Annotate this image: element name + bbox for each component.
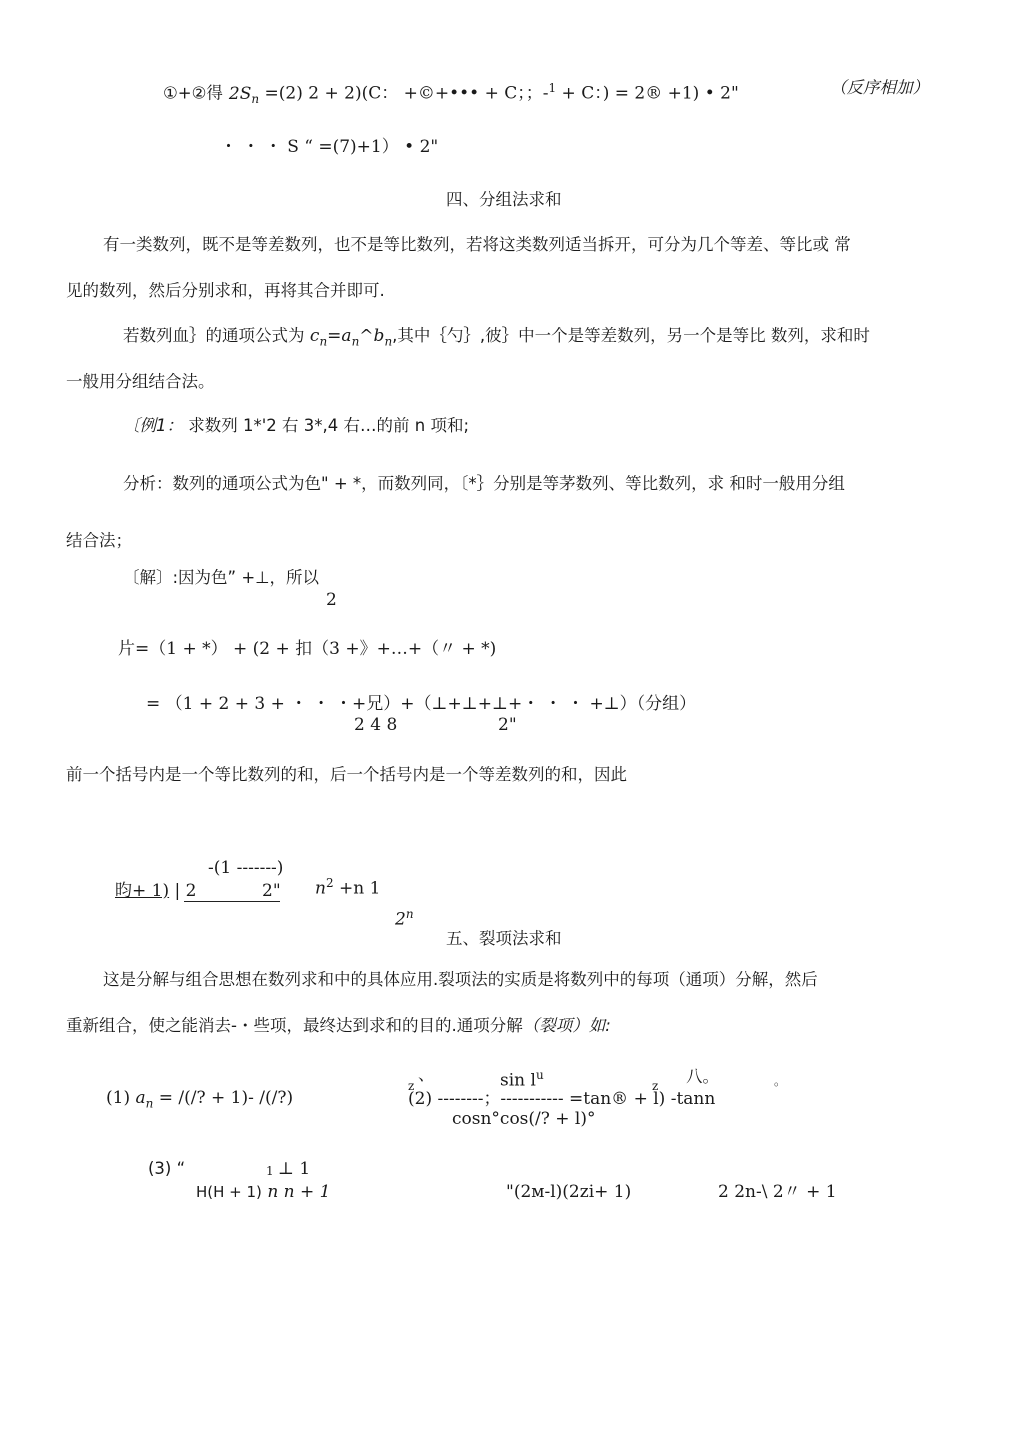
sum-2s: 2S xyxy=(228,83,252,104)
formula-prefix: ①+②得 xyxy=(163,83,223,103)
k2-sin: sin l xyxy=(500,1070,536,1091)
analysis-line-1: 分析：数列的通项公式为色" + *，而数列同，〔*｝分别是等茅数列、等比数列，求 和时一般用分组 xyxy=(123,474,845,493)
p2-a: =a xyxy=(327,326,352,346)
example-1 xyxy=(123,415,469,437)
paragraph-3-line-1: 这是分解与组合思想在数列求和中的具体应用.裂项法的实质是将数列中的每项（通项）分解，然后 xyxy=(103,970,818,989)
solution-denominator: 2 xyxy=(326,590,337,610)
p2-text-b: ,其中｛勺｝,彼｝中一个是等差数列，另一个是等比 数列，求和时 xyxy=(392,326,870,345)
k2-denominator: cosn°cos(/? + l)° xyxy=(452,1109,596,1129)
k3-denom-a: H(H + 1) xyxy=(196,1183,262,1201)
p2-sub-1: n xyxy=(319,334,328,349)
result-n: n xyxy=(315,878,326,899)
k1-sub: n xyxy=(145,1096,154,1111)
k2-dot: 。 xyxy=(774,1074,787,1088)
k2-sup-u: u xyxy=(535,1068,544,1082)
formula-tail: + C：) = 2® +1) • 2" xyxy=(556,83,739,104)
split-formula-3 xyxy=(196,1181,331,1203)
fraction-bottom: 2" xyxy=(262,881,281,901)
k3-perp-one: ⊥ 1 xyxy=(278,1159,311,1179)
section-heading-grouping: 四、分组法求和 xyxy=(446,190,562,209)
k2-ba: 八。 xyxy=(686,1067,719,1086)
paragraph-1-line-2: 见的数列，然后分别求和，再将其合并即可. xyxy=(66,281,385,300)
paragraph-1-line-1: 有一类数列，既不是等差数列，也不是等比数列，若将这类数列适当拆开，可分为几个等差、等比或 常 xyxy=(103,235,851,254)
p2-sub-3: n xyxy=(384,334,393,349)
split-formula-2: (2) --------；----------- =tan® + l) -tann xyxy=(408,1089,716,1109)
result-n-squared xyxy=(315,872,380,900)
solution-line: 〔解〕:因为色” +⊥，所以 xyxy=(123,568,320,587)
k3-one: 1 xyxy=(266,1164,274,1178)
result-denominator xyxy=(395,903,414,931)
result-part-a: 昀+ 1) xyxy=(115,881,170,901)
sup-1: 1 xyxy=(548,81,557,95)
final-result xyxy=(115,880,196,902)
formula-body: =(2) 2 + 2)(C： +©+••• + C；；- xyxy=(259,83,549,104)
result-part-b: | 2 xyxy=(169,881,197,901)
result-rest: +n 1 xyxy=(333,878,381,899)
reverse-add-note: （反序相加） xyxy=(830,78,929,97)
k2-dun: 、 xyxy=(418,1065,435,1084)
split-formula-1 xyxy=(106,1087,293,1114)
p2-c: c xyxy=(309,326,320,346)
k3-denom-b: n n + 1 xyxy=(261,1182,331,1202)
equation-2-denominators: 2 4 8 xyxy=(354,715,398,735)
equation-2-denominator-last: 2" xyxy=(498,715,517,735)
k2-z1: z xyxy=(408,1079,415,1093)
comment-line: 前一个括号内是一个等比数列的和，后一个括号内是一个等差数列的和，因此 xyxy=(66,765,627,784)
sub-n: n xyxy=(251,92,260,107)
k1-rest: = /(/? + 1)- /(/?) xyxy=(153,1088,294,1108)
k3-right: 2 2n-\ 2〃 + 1 xyxy=(718,1182,837,1202)
formula-line-1 xyxy=(163,77,739,110)
k3-label: (3) “ xyxy=(148,1159,186,1178)
p3-text: 重新组合，使之能消去-・些项，最终达到求和的目的.通项分解 xyxy=(66,1016,523,1035)
k3-middle: "(2ᴍ-l)(2zi+ 1) xyxy=(506,1182,632,1202)
paragraph-3-line-2 xyxy=(66,1015,611,1037)
example-label: 〔例1： xyxy=(123,416,183,435)
result-sup-2: 2 xyxy=(325,876,334,890)
k2-z2: z xyxy=(652,1079,659,1093)
section-heading-split: 五、裂项法求和 xyxy=(446,929,562,948)
analysis-line-2: 结合法； xyxy=(66,531,132,550)
equation-line-1: 片=（1 + *） + (2 + 扣（3 +》+…+（〃 + *) xyxy=(118,639,497,659)
result-den-sup: n xyxy=(405,907,414,921)
result-den-2: 2 xyxy=(395,909,406,930)
k1-a: a xyxy=(135,1088,146,1108)
p2-sub-2: n xyxy=(351,334,360,349)
fraction-top: -(1 -------) xyxy=(208,858,284,878)
paragraph-2-line-2: 一般用分组结合法。 xyxy=(66,372,215,391)
p3-italic: （裂项）如: xyxy=(522,1016,611,1035)
p2-text-a: 若数列血｝的通项公式为 xyxy=(123,326,305,345)
p2-b: ^b xyxy=(359,326,385,346)
example-text: 求数列 1*'2 右 3*,4 右…的前 n 项和; xyxy=(183,416,470,435)
formula-line-2: ・ ・ ・ S “ =(7)+1） • 2" xyxy=(220,137,439,157)
paragraph-2-line-1 xyxy=(123,325,870,352)
equation-line-2: = （1 + 2 + 3 + ・ ・ ・+兄）+（⊥+⊥+⊥+・ ・ ・ +⊥）（分组） xyxy=(146,694,697,714)
k1-label: (1) xyxy=(106,1088,136,1108)
